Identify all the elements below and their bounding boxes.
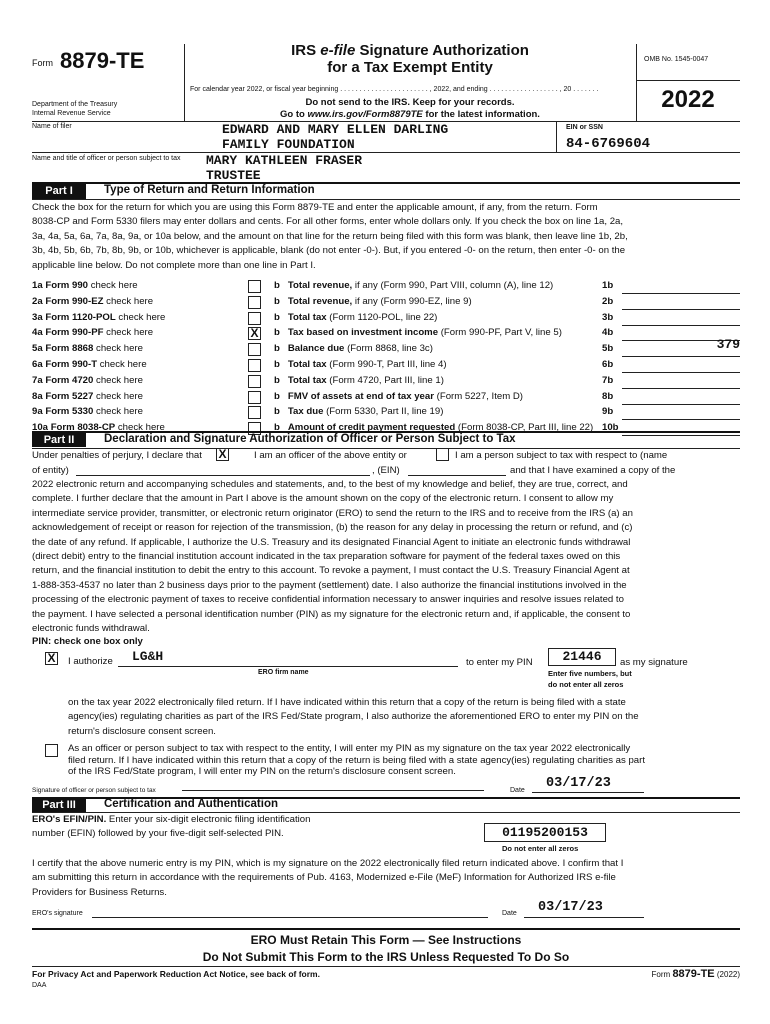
auth-line-3: return's disclosure consent screen. xyxy=(68,725,216,737)
decl-line-6: (direct debit) entry to the financial institution account indicated in the tax preparation software for payment of the federal taxes owed on this xyxy=(32,551,621,563)
officer-checkbox[interactable]: X xyxy=(216,448,229,461)
line-9a-number: 9a xyxy=(32,406,43,418)
line-7b-number: 7b xyxy=(602,374,614,386)
line-7a-number: 7a xyxy=(32,374,43,386)
line-5b-label xyxy=(274,343,433,354)
ero-date-value: 03/17/23 xyxy=(538,900,603,915)
retain-notice: ERO Must Retain This Form — See Instructions xyxy=(250,933,522,947)
officer-name: MARY KATHLEEN FRASER xyxy=(206,153,363,168)
line-9b-number: 9b xyxy=(602,406,614,418)
line-4b-label xyxy=(274,327,562,338)
entity-name-field[interactable] xyxy=(76,475,370,476)
decl-line-7: return, and the financial institution to debit the entry to this account. To revoke a payment, I must contact the U.S. Treasury Financial Agent at xyxy=(32,565,630,577)
part3-label: Part III xyxy=(32,798,86,812)
line-7a-label xyxy=(32,375,143,386)
b-letter: b xyxy=(274,295,280,307)
enter-five-note-2: do not enter all zeros xyxy=(548,680,624,689)
line-1b-number: 1b xyxy=(602,280,614,291)
line-8a-checkbox[interactable] xyxy=(248,391,261,404)
decl-line-5: the date of any refund. If applicable, I authorize the U.S. Treasury and its designated Financial Agent to initiate an electronic funds withdrawal xyxy=(32,536,631,548)
line-9a-form: Form 5330 xyxy=(45,406,94,418)
pin-value-box[interactable]: 21446 xyxy=(548,648,616,666)
efin-note: Do not enter all zeros xyxy=(502,844,579,853)
line-8b-amount-field[interactable] xyxy=(622,404,740,405)
line-4b-amount-field[interactable] xyxy=(622,337,740,353)
line-2a-label xyxy=(32,296,153,307)
decl-line-8: 1-888-353-4537 no later than 2 business days prior to the payment (settlement) date. I also authorize the financial institutions involved in the xyxy=(32,579,627,591)
omb-number: OMB No. 1545-0047 xyxy=(644,56,709,63)
line-4a-number: 4a xyxy=(32,327,43,339)
decl-line-3: intermediate service provider, transmitter, or electronic return originator (ERO) to send the return to the IRS and to receive from the IRS (a) an xyxy=(32,507,633,519)
part1-instr-5: applicable line below. Do not complete more than one line in Part I. xyxy=(32,259,316,271)
person-subject-checkbox[interactable] xyxy=(436,448,449,461)
line-5a-form: Form 8868 xyxy=(45,343,94,355)
filer-mid-rule xyxy=(32,152,740,153)
ero-firm-name-value: LG&H xyxy=(132,649,164,664)
line-10a-form: Form 8038-CP xyxy=(50,422,116,434)
privacy-notice: For Privacy Act and Paperwork Reduction Act Notice, see back of form. xyxy=(32,969,320,979)
line-3b-label xyxy=(274,312,437,323)
calendar-year-line: For calendar year 2022, or fiscal year beginning . . . . . . . . . . . . . . . . . . . . . . . , 2022, and ending . . . . . . . . . . . . . . . . . . , 20 . . . . . . . xyxy=(190,86,599,93)
self-pin-checkbox[interactable] xyxy=(45,744,58,757)
b-letter: b xyxy=(274,422,280,434)
line-8b-text: (Form 5227, Item D) xyxy=(433,390,523,402)
ein-label: EIN or SSN xyxy=(566,124,603,131)
efin-line-1 xyxy=(32,813,310,827)
part1-instr-1: Check the box for the return for which you are using this Form 8879-TE and enter the applicable amount, if any, from the return. Form xyxy=(32,202,598,213)
footer-bottom-rule xyxy=(32,966,740,967)
line-4b-text: (Form 990-PF, Part V, line 5) xyxy=(438,327,562,339)
part1-line-9a xyxy=(32,406,740,421)
line-9a-label xyxy=(32,406,143,417)
part1-instr-2: 8038-CP and Form 5330 filers may enter dollars and cents. For all other forms, enter whole dollars only. If you check the box on line 1a, 2a, xyxy=(32,216,624,228)
i-authorize-label: I authorize xyxy=(68,656,113,667)
line-2b-label xyxy=(274,296,472,307)
self-line-3: of the IRS Fed/State program, I will enter my PIN on the return's disclosure consent screen. xyxy=(68,766,456,778)
title-line2: for a Tax Exempt Entity xyxy=(327,59,493,76)
auth-line-2: agency(ies) regulating charities as part of the IRS Fed/State program, I also authorize the aforementioned ERO to enter my PIN on the xyxy=(68,711,639,723)
line-6b-number: 6b xyxy=(602,359,614,370)
line-4b-number: 4b xyxy=(602,327,614,339)
line-8b-label xyxy=(274,391,523,402)
declaration-body xyxy=(32,478,712,636)
ero-authorize-checkbox[interactable]: X xyxy=(45,652,58,665)
filer-name-line2: FAMILY FOUNDATION xyxy=(222,137,355,152)
line-3a-check-text: check here xyxy=(118,311,166,323)
line-9b-bold: Tax due xyxy=(287,406,324,418)
ero-signature-field[interactable] xyxy=(92,917,488,918)
decl-line-4: acknowledgement of receipt or reason for rejection of the transmission, (b) the reason for any delay in processing the return or refund, and (c) xyxy=(32,522,633,534)
part1-instr-3: 3a, 4a, 5a, 6a, 7a, 8a, 9a, or 10a below, and the amount on that line for the return being filed with this form was blank, then leave line 1b, 2b, xyxy=(32,230,628,242)
do-not-send: Do not send to the IRS. Keep for your records. xyxy=(305,97,515,108)
line-7b-bold: Total tax xyxy=(287,374,327,386)
part1-instructions xyxy=(32,201,692,273)
part1-title-rule xyxy=(32,199,740,200)
line-10a-number: 10a xyxy=(32,422,49,434)
line-6a-form: Form 990-T xyxy=(45,359,98,370)
footer-form-year: (2022) xyxy=(716,970,740,979)
tax-year: 2022 xyxy=(661,86,715,113)
certify-line-3: Providers for Business Returns. xyxy=(32,886,167,898)
officer-signature-field[interactable] xyxy=(182,790,484,791)
line-3a-form: Form 1120-POL xyxy=(45,311,116,323)
decl-line-11: electronic funds withdrawal. xyxy=(32,623,150,635)
line-4a-label xyxy=(32,327,153,338)
line-3b-bold: Total tax xyxy=(287,311,327,323)
part1-line-7a xyxy=(32,375,740,390)
daa-mark: DAA xyxy=(32,982,47,989)
line-1b-bold: Total revenue, xyxy=(287,280,353,291)
line-1a-form: Form 990 xyxy=(45,280,89,291)
efin-text-1: Enter your six-digit electronic filing identification xyxy=(106,814,311,825)
line-5b-amount-field[interactable] xyxy=(622,356,740,357)
line-7b-label xyxy=(274,375,444,386)
line-7a-check-text: check here xyxy=(96,374,143,386)
line-4a-checkbox[interactable]: X xyxy=(248,327,261,340)
line-6a-label xyxy=(32,359,147,370)
part1-line-3a xyxy=(32,312,740,327)
footer-form-id xyxy=(652,968,740,980)
line-8a-number: 8a xyxy=(32,390,43,402)
line-2a-form: Form 990-EZ xyxy=(45,295,104,307)
line-8b-number: 8b xyxy=(602,390,614,402)
b-letter: b xyxy=(274,327,280,339)
efin-bold: ERO's EFIN/PIN. xyxy=(32,814,107,825)
title-prefix: IRS xyxy=(291,42,321,59)
line-5b-bold: Balance due xyxy=(287,343,345,355)
part1-line-2a xyxy=(32,296,740,311)
line-4a-form: Form 990-PF xyxy=(45,327,104,339)
line-1a-number: 1a xyxy=(32,280,43,291)
line-2b-number: 2b xyxy=(602,295,614,307)
line-7a-form: Form 4720 xyxy=(45,374,94,386)
line-3a-label xyxy=(32,312,165,323)
self-pin-paragraph xyxy=(68,743,708,778)
line-10b-number: 10b xyxy=(602,422,619,434)
line-5a-number: 5a xyxy=(32,343,43,355)
form-title xyxy=(184,42,636,76)
line-1b-text: if any (Form 990, Part VIII, column (A), line 12) xyxy=(352,280,554,291)
footer-top-rule xyxy=(32,928,740,930)
line-10b-text: (Form 8038-CP, Part III, line 22) xyxy=(455,422,594,434)
line-3b-amount-field[interactable] xyxy=(622,325,740,326)
line-2a-checkbox[interactable] xyxy=(248,296,261,309)
line-3a-number: 3a xyxy=(32,311,43,323)
certify-line-1: I certify that the above numeric entry is my PIN, which is my signature on the 2022 electronically filed return indicated above. I confirm that I xyxy=(32,858,624,869)
line-2a-number: 2a xyxy=(32,295,43,307)
decl-line-2: complete. I further declare that the amount in Part I above is the amount shown on the copy of the electronic return. I consent to allow my xyxy=(32,493,614,505)
line-4b-bold: Tax based on investment income xyxy=(287,327,439,339)
title-suffix: Signature Authorization xyxy=(355,42,529,59)
line-5a-label xyxy=(32,343,143,354)
line-5a-check-text: check here xyxy=(96,343,143,355)
line-7b-text: (Form 4720, Part III, line 1) xyxy=(326,374,444,386)
officer-label: Name and title of officer or person subject to tax xyxy=(32,155,181,162)
line-6a-checkbox[interactable] xyxy=(248,359,261,372)
line-1b-label xyxy=(274,280,553,291)
line-5b-text: (Form 8868, line 3c) xyxy=(344,343,433,355)
part2-title: Declaration and Signature Authorization of Officer or Person Subject to Tax xyxy=(104,433,516,445)
entity-ein-field[interactable] xyxy=(408,475,506,476)
form-number: 8879-TE xyxy=(60,48,145,73)
b-letter: b xyxy=(274,280,280,291)
officer-date-label: Date xyxy=(510,787,525,794)
goto-line xyxy=(184,109,636,120)
part2-title-rule xyxy=(32,448,740,449)
officer-date-field[interactable] xyxy=(532,792,644,793)
line-1a-checkbox[interactable] xyxy=(248,280,261,293)
self-line-1: As an officer or person subject to tax with respect to the entity, I will enter my PIN as my signature on the tax year 2022 electronically xyxy=(68,743,631,754)
line-4b-amount: 379 xyxy=(716,337,740,353)
officer-date-value: 03/17/23 xyxy=(546,776,611,791)
line-4a-check-text: check here xyxy=(106,327,154,339)
line-5b-number: 5b xyxy=(602,343,614,355)
part3-title: Certification and Authentication xyxy=(104,798,278,810)
goto-url[interactable]: www.irs.gov/Form8879TE xyxy=(307,109,423,120)
ein-divider xyxy=(556,121,557,152)
filer-name-label: Name of filer xyxy=(32,123,72,130)
line-2b-amount-field[interactable] xyxy=(622,309,740,310)
part1-line-6a xyxy=(32,359,740,374)
efin-instructions xyxy=(32,813,310,841)
line-9b-label xyxy=(274,406,443,417)
decl-line-10: the payment. I have selected a personal identification number (PIN) as my signature for the electronic return and, if applicable, the consent to xyxy=(32,608,631,620)
officer-title: TRUSTEE xyxy=(206,168,261,183)
b-letter: b xyxy=(274,311,280,323)
part1-line-8a xyxy=(32,391,740,406)
line-1a-check-text: check here xyxy=(90,280,138,291)
line-10b-amount-field[interactable] xyxy=(622,435,740,436)
efin-pin-value-box[interactable]: 01195200153 xyxy=(484,823,606,842)
line-1b-amount-field[interactable] xyxy=(622,293,740,294)
pin-header: PIN: check one box only xyxy=(32,636,143,647)
officer-signature-label: Signature of officer or person subject to tax xyxy=(32,787,156,794)
line-6b-label xyxy=(274,359,447,370)
footer-form-number: 8879-TE xyxy=(672,968,715,980)
line-8a-check-text: check here xyxy=(96,390,143,402)
line-6b-bold: Total tax xyxy=(287,359,327,370)
b-letter: b xyxy=(274,406,280,418)
footer-form-word: Form xyxy=(651,970,671,979)
line-1a-label xyxy=(32,280,138,291)
line-6a-number: 6a xyxy=(32,359,43,370)
line-6b-text: (Form 990-T, Part III, line 4) xyxy=(326,359,447,370)
line-3a-checkbox[interactable] xyxy=(248,312,261,325)
officer-option-label: I am an officer of the above entity or xyxy=(254,450,407,461)
certify-line-2: am submitting this return in accordance with the requirements of Pub. 4163, Modernized e-File (MeF) Information for Authorized IRS e-file xyxy=(32,872,616,884)
irs-label: Internal Revenue Service xyxy=(32,110,111,117)
b-letter: b xyxy=(274,390,280,402)
authorize-paragraph xyxy=(68,696,708,739)
line-6b-amount-field[interactable] xyxy=(622,372,740,373)
dept-treasury: Department of the Treasury xyxy=(32,101,118,108)
goto-prefix: Go to xyxy=(280,109,308,120)
line-9b-text: (Form 5330, Part II, line 19) xyxy=(323,406,444,418)
auth-line-1: on the tax year 2022 electronically filed return. If I have indicated within this return that a copy of the return is being filed with a state xyxy=(68,697,626,708)
ero-firm-name-label: ERO firm name xyxy=(258,669,309,676)
ero-date-label: Date xyxy=(502,910,517,917)
of-entity-label: of entity) xyxy=(32,465,69,476)
line-2b-text: if any (Form 990-EZ, line 9) xyxy=(352,295,472,307)
line-2a-check-text: check here xyxy=(106,295,154,307)
part2-label: Part II xyxy=(32,433,86,447)
decl-line-9: processing of the electronic payment of taxes to receive confidential information necessary to answer inquiries and resolve issues related to xyxy=(32,594,624,606)
ero-date-field[interactable] xyxy=(524,917,644,918)
efin-line-2: number (EFIN) followed by your five-digit self-selected PIN. xyxy=(32,828,284,839)
part1-label: Part I xyxy=(32,184,86,199)
ero-firm-name-field[interactable] xyxy=(118,666,458,667)
line-9b-amount-field[interactable] xyxy=(622,419,740,420)
declaration-intro: Under penalties of perjury, I declare that xyxy=(32,450,202,461)
person-option-label: I am a person subject to tax with respect to (name xyxy=(455,450,668,461)
b-letter: b xyxy=(274,359,280,370)
enter-five-note-1: Enter five numbers, but xyxy=(548,669,632,678)
omb-rule xyxy=(636,80,740,81)
line-9a-checkbox[interactable] xyxy=(248,406,261,419)
line-10b-bold: Amount of credit payment requested xyxy=(287,422,456,434)
line-8a-form: Form 5227 xyxy=(45,390,94,402)
ein-value: 84-6769604 xyxy=(566,136,651,152)
line-8a-label xyxy=(32,391,143,402)
filer-name-line1: EDWARD AND MARY ELLEN DARLING xyxy=(222,122,449,137)
line-7a-checkbox[interactable] xyxy=(248,375,261,388)
to-enter-pin-label: to enter my PIN xyxy=(466,657,533,668)
b-letter: b xyxy=(274,374,280,386)
title-efile: e-file xyxy=(320,42,356,59)
self-line-2: filed return. If I have indicated within this return that a copy of the return is being filed with a state agency(ies) regulating charities as part xyxy=(68,754,645,766)
line-5a-checkbox[interactable] xyxy=(248,343,261,356)
line-2b-bold: Total revenue, xyxy=(287,295,353,307)
form-word: Form xyxy=(32,58,53,68)
part1-instr-4: 3b, 4b, 5b, 6b, 7b, 8b, 9b, or 10b, whichever is applicable, blank (do not enter -0-). But, if you entered -0- on the return, then enter -0- on the xyxy=(32,245,626,257)
line-3b-text: (Form 1120-POL, line 22) xyxy=(326,311,438,323)
part1-title: Type of Return and Return Information xyxy=(104,184,315,196)
decl-line-1: 2022 electronic return and accompanying schedules and statements, and, to the best of my knowledge and belief, they are true, correct, and xyxy=(32,479,628,490)
goto-suffix: for the latest information. xyxy=(422,109,540,120)
line-6a-check-text: check here xyxy=(99,359,147,370)
line-10a-check-text: check here xyxy=(117,422,165,434)
ein-paren-label: , (EIN) xyxy=(372,465,400,476)
part1-line-1a xyxy=(32,280,740,295)
do-not-submit-notice: Do Not Submit This Form to the IRS Unless Requested To Do So xyxy=(202,950,570,964)
as-my-signature-label: as my signature xyxy=(620,657,688,668)
ero-signature-label: ERO's signature xyxy=(32,910,83,917)
line-3b-number: 3b xyxy=(602,311,614,323)
part1-line-5a xyxy=(32,343,740,358)
line-7b-amount-field[interactable] xyxy=(622,388,740,389)
certify-paragraph xyxy=(32,857,712,900)
examined-text: and that I have examined a copy of the xyxy=(510,465,676,476)
line-8b-bold: FMV of assets at end of tax year xyxy=(287,390,434,402)
b-letter: b xyxy=(274,343,280,355)
line-9a-check-text: check here xyxy=(96,406,143,418)
